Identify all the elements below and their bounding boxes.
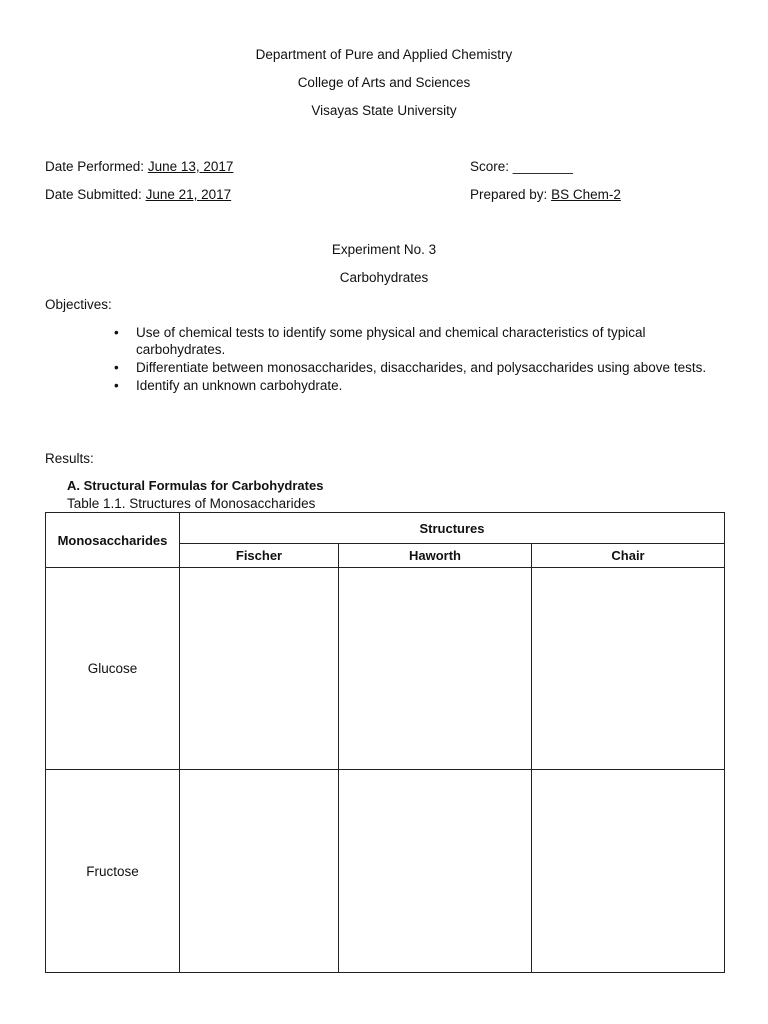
header-monosaccharides: Monosaccharides (46, 513, 180, 568)
date-submitted-value: June 21, 2017 (145, 187, 232, 202)
date-performed (45, 159, 233, 174)
date-submitted-label: Date Submitted: (45, 187, 142, 202)
header-haworth: Haworth (339, 544, 532, 568)
row-name-glucose: Glucose (46, 568, 180, 770)
objectives-heading: Objectives: (45, 297, 112, 312)
monosaccharides-table (45, 512, 725, 973)
objective-item: • Differentiate between monosaccharides, disaccharides, and polysaccharides using above tests. (112, 359, 722, 376)
date-performed-value: June 13, 2017 (147, 159, 234, 174)
score-blank: ________ (512, 159, 573, 174)
table-row (46, 770, 725, 973)
header-chair: Chair (532, 544, 725, 568)
objective-item: • Identify an unknown carbohydrate. (112, 377, 722, 394)
row-name-fructose: Fructose (46, 770, 180, 973)
date-performed-label: Date Performed: (45, 159, 145, 174)
header-fischer: Fischer (180, 544, 339, 568)
glucose-fischer-cell (180, 568, 339, 770)
date-submitted (45, 187, 231, 202)
department-name: Department of Pure and Applied Chemistry (255, 47, 513, 62)
section-a-title: A. Structural Formulas for Carbohydrates (67, 478, 324, 493)
prepared-by (470, 187, 621, 202)
table-row (46, 568, 725, 770)
experiment-title: Carbohydrates (339, 270, 429, 285)
score (470, 159, 573, 174)
table-caption: Table 1.1. Structures of Monosaccharides (67, 496, 316, 511)
fructose-chair-cell (532, 770, 725, 973)
header-structures: Structures (180, 513, 725, 544)
objective-item: • Use of chemical tests to identify some physical and chemical characteristics of typical carbohydrates. (112, 324, 722, 358)
college-name: College of Arts and Sciences (297, 75, 471, 90)
experiment-number: Experiment No. 3 (331, 242, 437, 257)
glucose-haworth-cell (339, 568, 532, 770)
fructose-fischer-cell (180, 770, 339, 973)
prepared-value: BS Chem-2 (551, 187, 621, 202)
glucose-chair-cell (532, 568, 725, 770)
score-label: Score: (470, 159, 510, 174)
prepared-label: Prepared by: (470, 187, 548, 202)
objectives-list (112, 324, 722, 395)
university-name: Visayas State University (311, 103, 457, 118)
fructose-haworth-cell (339, 770, 532, 973)
results-heading: Results: (45, 451, 94, 466)
